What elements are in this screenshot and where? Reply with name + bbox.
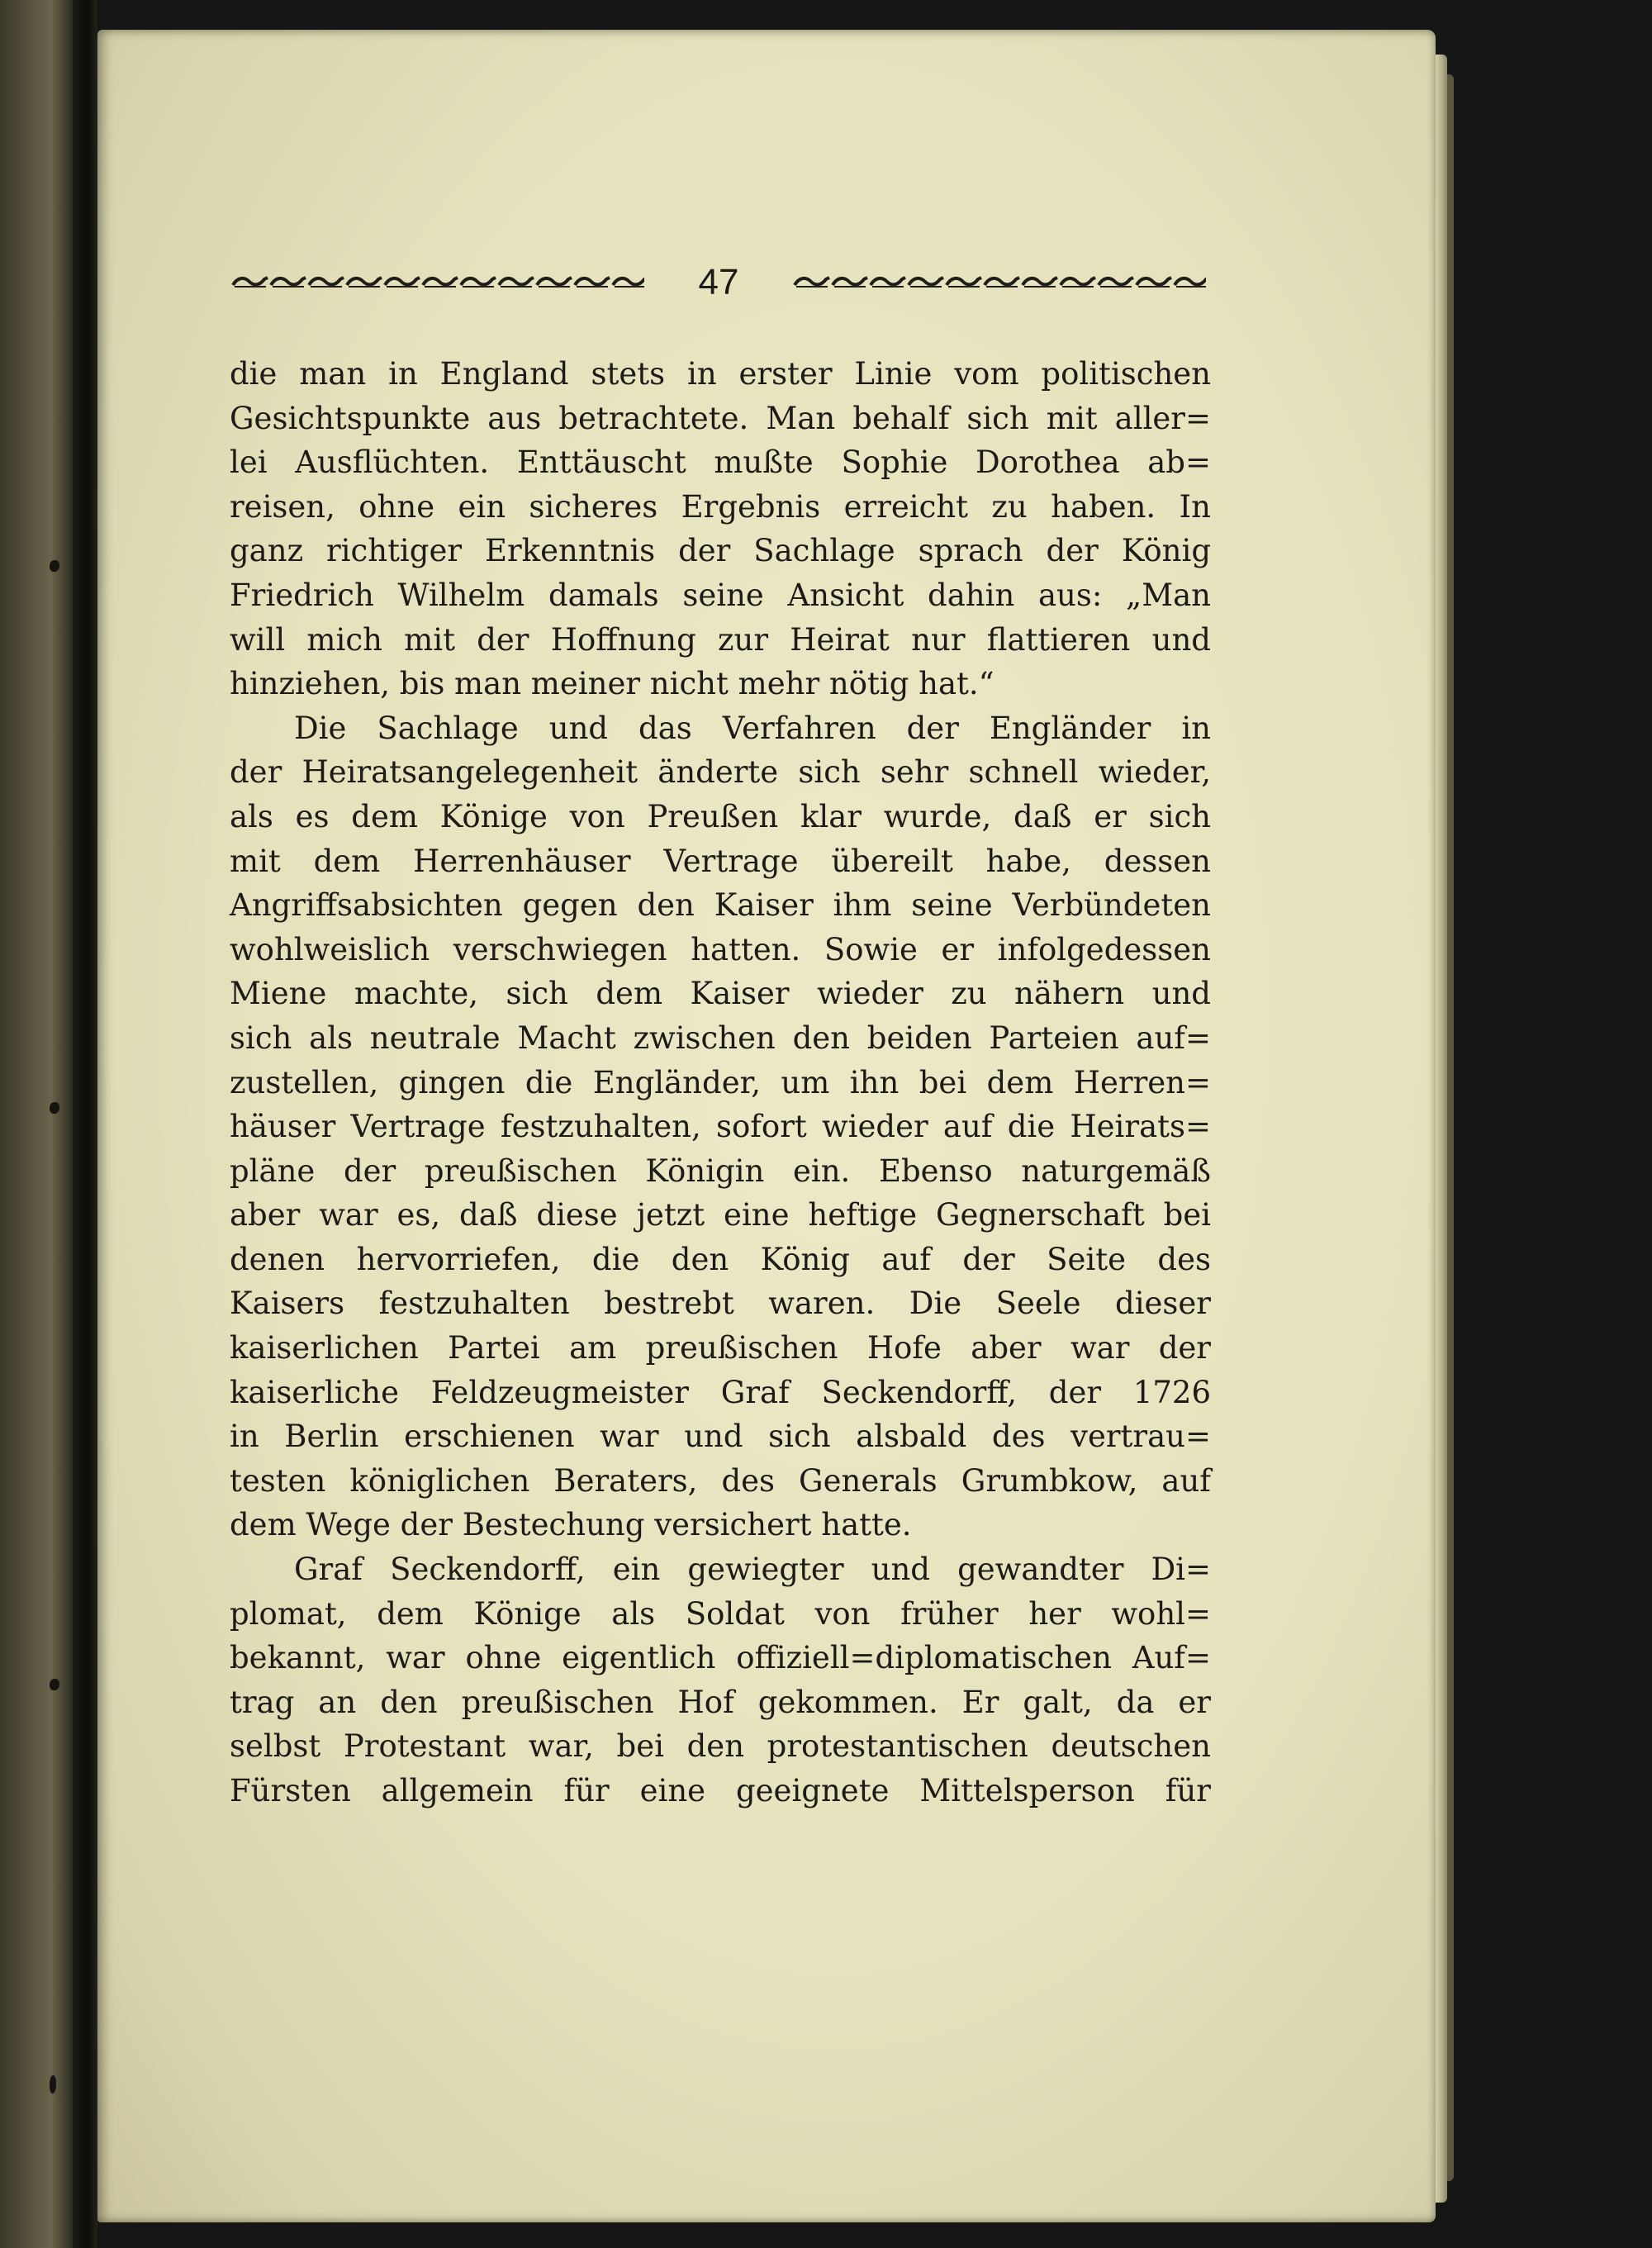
- margin-mark: [50, 560, 59, 572]
- text-line: dem Wege der Bestechung versichert hatte.: [230, 1507, 912, 1543]
- text-line: plomat, dem Könige als Soldat von früher her wohl=: [230, 1595, 1211, 1632]
- paragraph: [230, 1547, 1211, 1813]
- text-line: bekannt, war ohne eigentlich offiziell=diplomatischen Auf=: [230, 1640, 1211, 1676]
- wave-ornament-icon: [231, 276, 644, 288]
- text-line: häuser Vertrage festzuhalten, sofort wieder auf die Heirats=: [230, 1109, 1211, 1145]
- paragraph: [230, 352, 1211, 706]
- margin-mark: [50, 1102, 59, 1114]
- text-line: der Heiratsangelegenheit änderte sich sehr schnell wieder,: [230, 754, 1211, 791]
- margin-mark: [50, 1679, 59, 1690]
- page-number: 47: [698, 262, 739, 302]
- text-line: reisen, ohne ein sicheres Ergebnis erreicht zu haben. In: [230, 488, 1211, 525]
- previous-page-edge: [0, 0, 73, 2248]
- text-line: kaiserliche Feldzeugmeister Graf Seckendorff, der 1726: [230, 1374, 1211, 1410]
- text-line: zustellen, gingen die Engländer, um ihn bei dem Herren=: [230, 1064, 1211, 1100]
- page-edge: [1436, 55, 1447, 2203]
- text-line: selbst Protestant war, bei den protestantischen deutschen: [230, 1728, 1211, 1765]
- text-line: mit dem Herrenhäuser Vertrage übereilt habe, dessen: [230, 843, 1211, 879]
- text-line: aber war es, daß diese jetzt eine heftige Gegnerschaft bei: [230, 1197, 1211, 1233]
- text-line: testen königlichen Beraters, des Generals Grumbkow, auf: [230, 1462, 1211, 1499]
- text-line: Angriffsabsichten gegen den Kaiser ihm seine Verbündeten: [230, 887, 1211, 924]
- text-line: pläne der preußischen Königin ein. Ebenso naturgemäß: [230, 1153, 1211, 1189]
- text-line: denen hervorriefen, die den König auf der Seite des: [230, 1241, 1211, 1277]
- text-line: Miene machte, sich dem Kaiser wieder zu nähern und: [230, 976, 1211, 1012]
- text-line: Gesichtspunkte aus betrachtete. Man behalf sich mit aller=: [230, 400, 1211, 436]
- text-line: die man in England stets in erster Linie vom politischen: [230, 356, 1211, 392]
- text-line: Fürsten allgemein für eine geeignete Mittelsperson für: [230, 1773, 1211, 1808]
- text-line: hinziehen, bis man meiner nicht mehr nötig hat.“: [230, 666, 995, 702]
- text-line: als es dem Könige von Preußen klar wurde, daß er sich: [230, 798, 1211, 834]
- text-line: wohlweislich verschwiegen hatten. Sowie er infolgedessen: [230, 931, 1211, 967]
- text-line: Die Sachlage und das Verfahren der Engländer in: [294, 710, 1211, 746]
- text-line: in Berlin erschienen war und sich alsbald des vertrau=: [230, 1419, 1211, 1455]
- book-gutter: [73, 0, 97, 2248]
- body-text: [230, 352, 1211, 1813]
- text-line: Kaisers festzuhalten bestrebt waren. Die Seele dieser: [230, 1286, 1211, 1322]
- text-line: will mich mit der Hoffnung zur Heirat nur flattieren und: [230, 621, 1211, 658]
- wave-ornament-icon: [793, 276, 1206, 288]
- text-line: Friedrich Wilhelm damals seine Ansicht dahin aus: „Man: [230, 577, 1211, 613]
- text-line: trag an den preußischen Hof gekommen. Er galt, da er: [230, 1684, 1211, 1720]
- paragraph: [230, 706, 1211, 1547]
- text-line: sich als neutrale Macht zwischen den beiden Parteien auf=: [230, 1019, 1211, 1056]
- text-line: Graf Seckendorff, ein gewiegter und gewandter Di=: [294, 1552, 1211, 1588]
- running-head: [231, 258, 1206, 307]
- text-line: kaiserlichen Partei am preußischen Hofe aber war der: [230, 1330, 1211, 1366]
- page-edge-shadow: [1447, 74, 1454, 2181]
- margin-mark: [50, 2075, 56, 2094]
- text-line: lei Ausflüchten. Enttäuscht mußte Sophie Dorothea ab=: [230, 444, 1211, 481]
- text-line: ganz richtiger Erkenntnis der Sachlage sprach der König: [230, 533, 1211, 569]
